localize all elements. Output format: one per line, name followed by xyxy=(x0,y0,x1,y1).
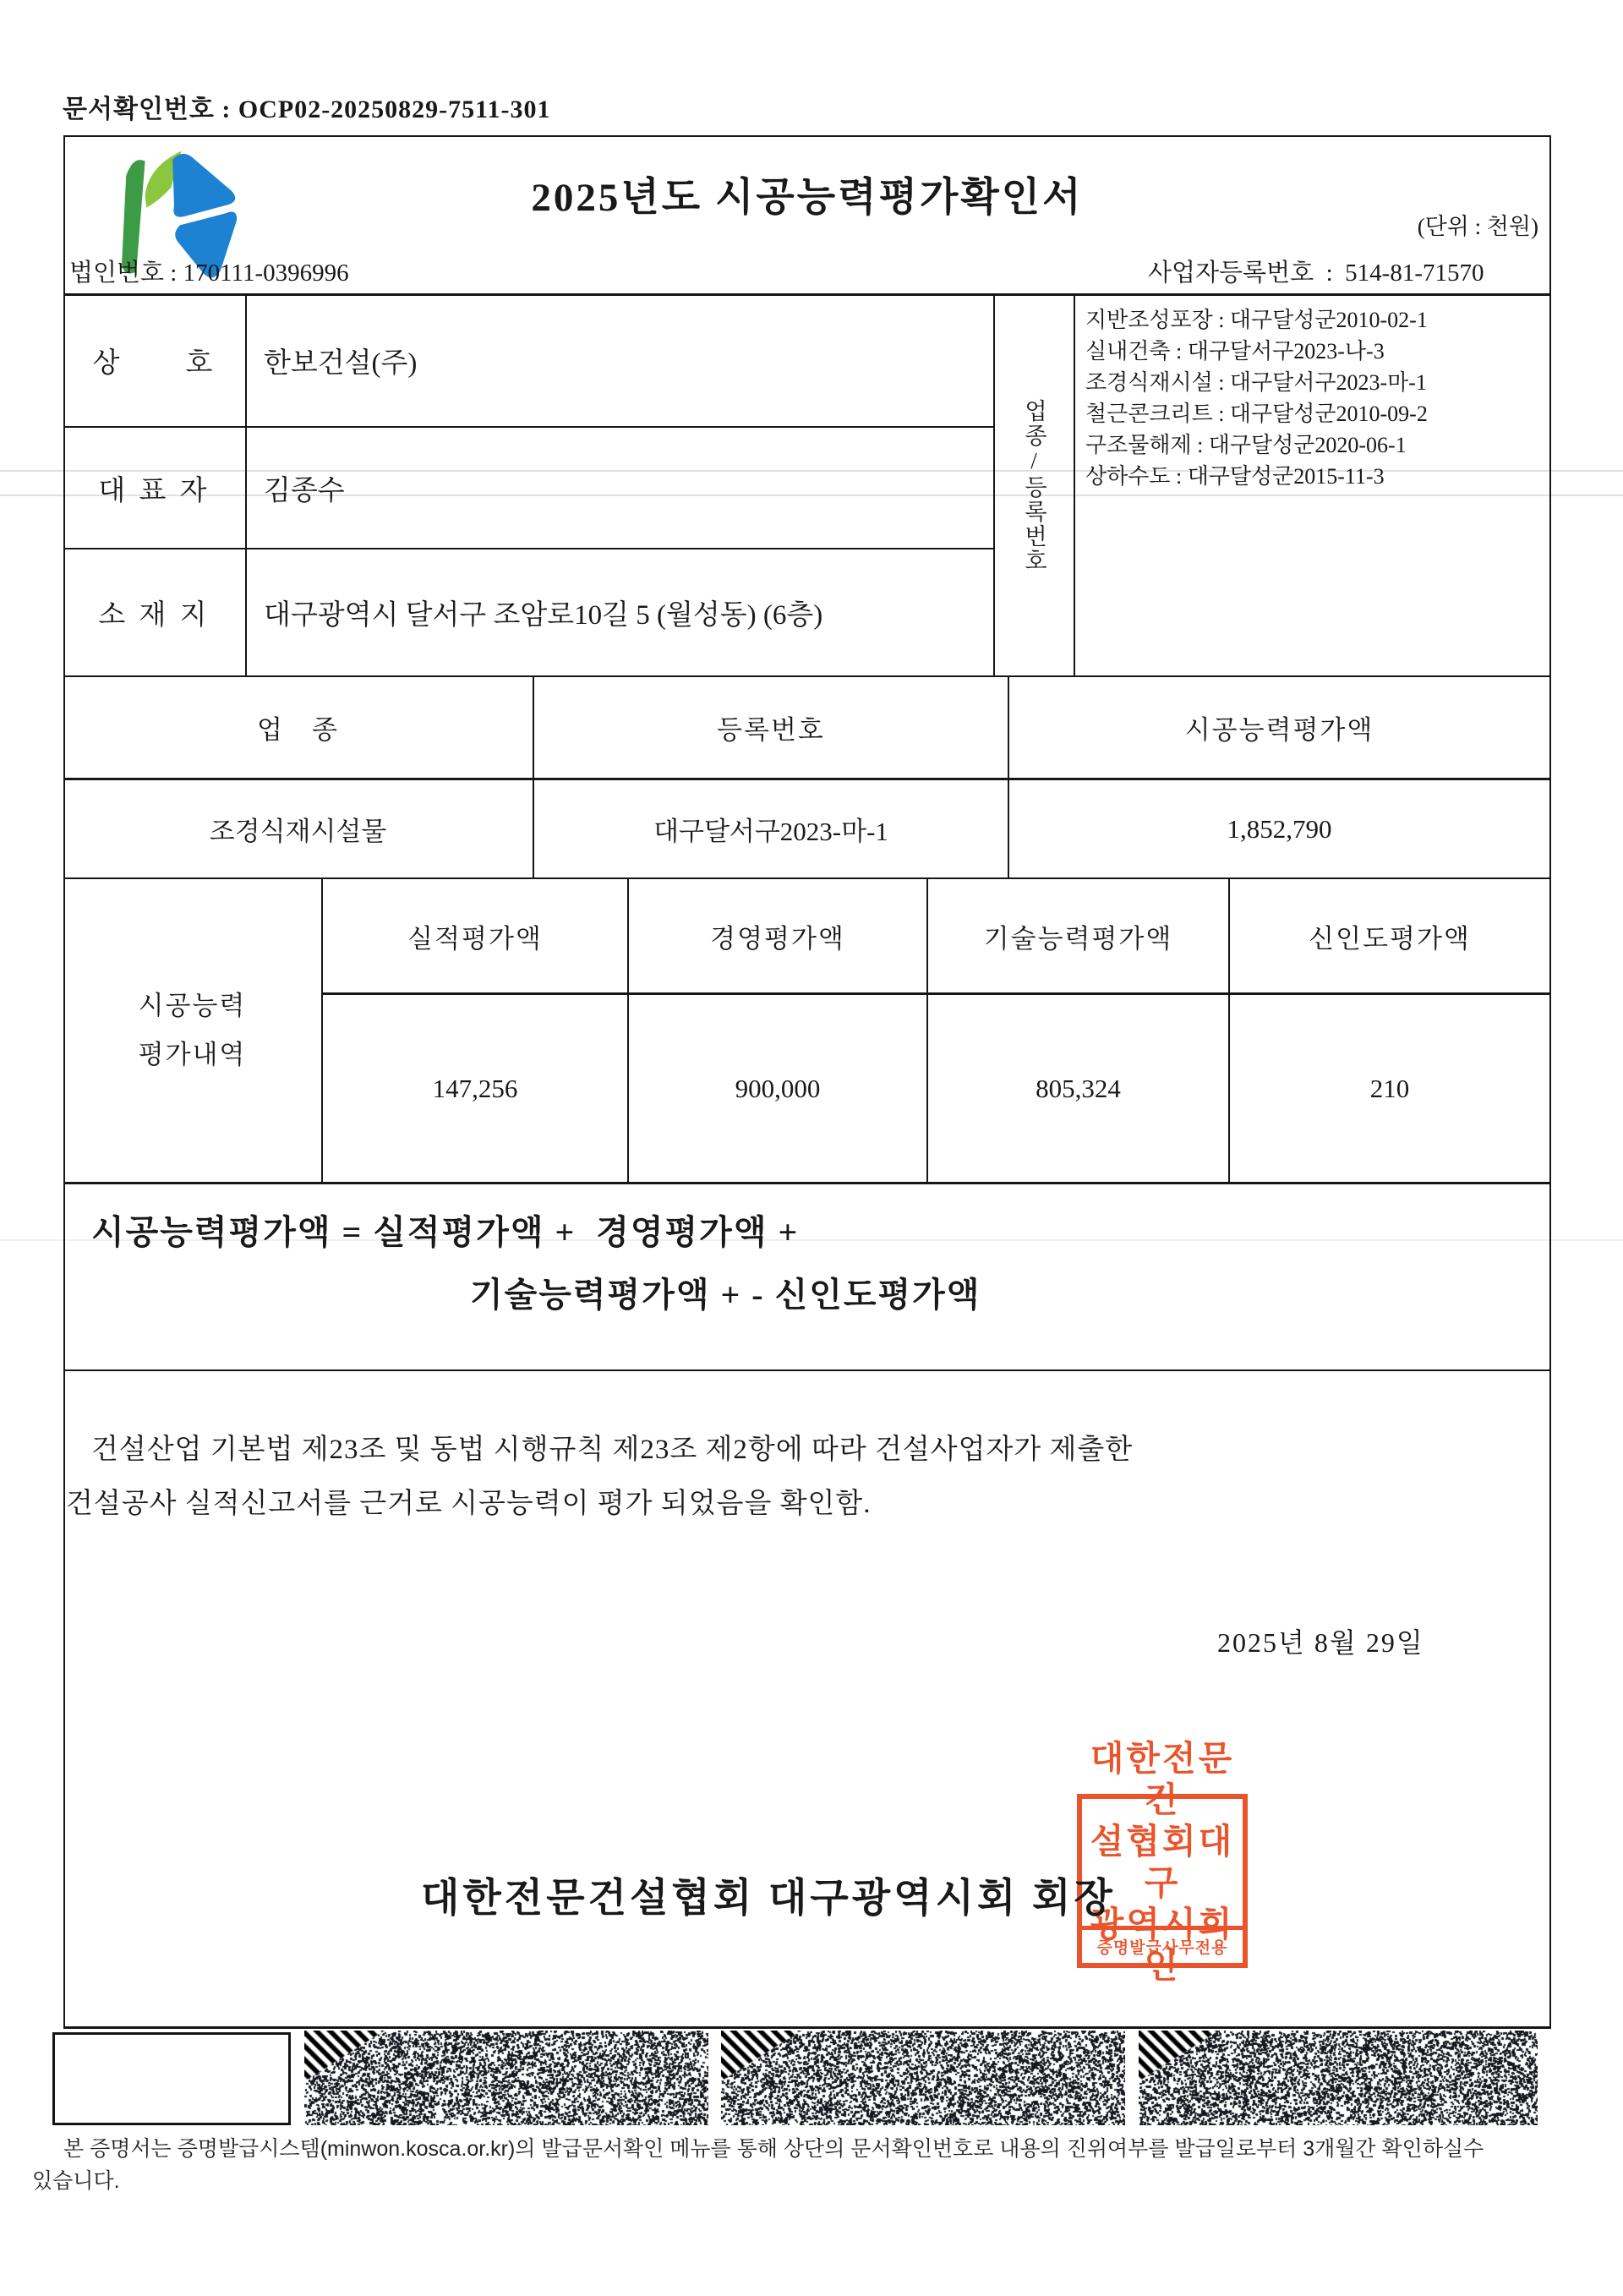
divider-line xyxy=(245,293,247,676)
evaluation-header-performance: 실적평가액 xyxy=(407,923,543,954)
stamp-line2: 설협회대구 xyxy=(1090,1822,1235,1902)
evaluation-row-label-line1: 시공능력 xyxy=(138,991,247,1020)
evaluation-row-label-cell xyxy=(63,879,321,1182)
capability-amount-value: 1,852,790 xyxy=(1227,813,1332,844)
registration-item: 지반조성포장 : 대구달성군2010-02-1 xyxy=(1085,308,1428,332)
evaluation-value-technical: 805,324 xyxy=(1036,1073,1121,1103)
evaluation-row-label-line2: 평가내역 xyxy=(138,1040,247,1069)
stamp-footer: 증명발급사무전용 xyxy=(1082,1926,1243,1962)
capability-trade-value: 조경식재시설물 xyxy=(209,817,387,846)
address-value: 대구광역시 달서구 조암로10길 5 (월성동) (6층) xyxy=(264,600,823,631)
representative-label: 대 표 자 xyxy=(98,475,210,506)
evaluation-value-performance: 147,256 xyxy=(432,1073,518,1103)
corporate-number: 법인번호 : 170111-0396996 xyxy=(69,260,349,287)
evaluation-value-management: 900,000 xyxy=(735,1073,821,1103)
address-label: 소 재 지 xyxy=(98,600,210,631)
license-column-label: 업종/등록번호 xyxy=(1021,398,1046,573)
capability-regno-value: 대구달서구2023-마-1 xyxy=(653,817,888,846)
stamp-line1: 대한전문건 xyxy=(1090,1739,1235,1819)
footer-note-line2: 있습니다. xyxy=(32,2169,120,2193)
formula-line1: 시공능력평가액 = 실적평가액 + 경영평가액 + xyxy=(91,1213,800,1251)
blank-verification-box xyxy=(52,2032,291,2125)
divider-line xyxy=(63,135,1551,137)
evaluation-value-credibility: 210 xyxy=(1369,1073,1410,1103)
evaluation-header-technical: 기술능력평가액 xyxy=(983,923,1173,954)
evaluation-header-management: 경영평가액 xyxy=(710,923,845,954)
barcode-block xyxy=(1139,2031,1538,2125)
capability-header-trade: 업 종 xyxy=(257,715,339,745)
license-registration-list xyxy=(1085,304,1428,492)
divider-line xyxy=(63,2026,1551,2029)
divider-line xyxy=(63,1182,1551,1184)
barcode-block xyxy=(304,2031,708,2125)
divider-line xyxy=(63,1369,1551,1371)
representative-value: 김종수 xyxy=(264,475,345,506)
divider-line xyxy=(1074,293,1075,676)
registration-item: 실내건축 : 대구달서구2023-나-3 xyxy=(1085,339,1385,364)
evaluation-header-credibility: 신인도평가액 xyxy=(1309,923,1471,954)
statement-line2: 건설공사 실적신고서를 근거로 시공능력이 평가 되었음을 확인함. xyxy=(66,1489,872,1519)
registration-item: 구조물해제 : 대구달성군2020-06-1 xyxy=(1085,433,1407,457)
doc-verification-number: 문서확인번호 : OCP02-20250829-7511-301 xyxy=(63,96,551,123)
statement-line1: 건설산업 기본법 제23조 및 동법 시행규칙 제23조 제2항에 따라 건설사업자가 제출한 xyxy=(91,1435,1134,1465)
registration-item: 조경식재시설 : 대구달서구2023-마-1 xyxy=(1085,370,1427,395)
license-column-label-cell xyxy=(995,295,1074,676)
divider-line xyxy=(1549,135,1551,2029)
issue-date: 2025년 8월 29일 xyxy=(1217,1627,1424,1658)
capability-header-regno: 등록번호 xyxy=(717,715,825,745)
unit-note: (단위 : 천원) xyxy=(1417,214,1538,239)
barcode-block xyxy=(721,2031,1125,2125)
registration-item: 철근콘크리트 : 대구달성군2010-09-2 xyxy=(1085,402,1428,426)
issuer-line: 대한전문건설협회 대구광역시회 회장 xyxy=(421,1877,1116,1921)
stamp-line3: 광역시회인 xyxy=(1090,1905,1235,1985)
registration-item: 상하수도 : 대구달성군2015-11-3 xyxy=(1085,464,1385,489)
page-title: 2025년도 시공능력평가확인서 xyxy=(531,176,1084,220)
company-name-label: 상 호 xyxy=(92,348,216,379)
business-registration-number: 사업자등록번호 : 514-81-71570 xyxy=(1148,260,1484,287)
formula-line2: 기술능력평가액 + - 신인도평가액 xyxy=(470,1276,981,1314)
company-name-value: 한보건설(주) xyxy=(264,348,418,379)
footer-note-line1: 본 증명서는 증명발급시스템(minwon.kosca.or.kr)의 발급문서확인 메뉴를 통해 상단의 문서확인번호로 내용의 진위여부를 발급일로부터 3개월간 확인하실수 xyxy=(63,2137,1484,2161)
capability-header-amount: 시공능력평가액 xyxy=(1184,715,1374,745)
